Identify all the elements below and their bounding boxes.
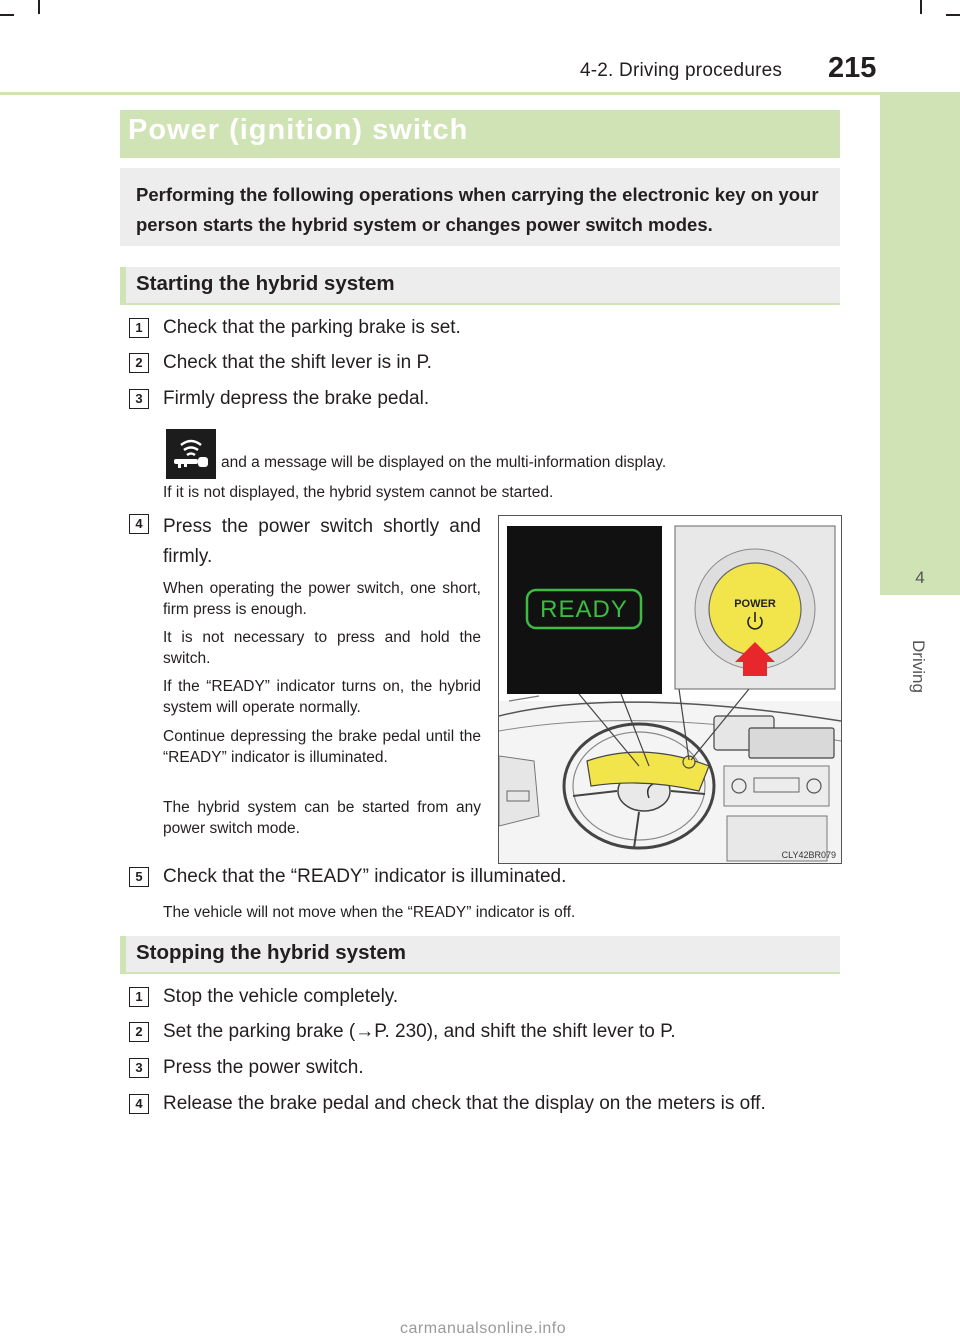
- step-number: 2: [129, 353, 149, 373]
- step-number: 1: [129, 987, 149, 1007]
- section-bar: [120, 267, 126, 305]
- section-heading-text: Stopping the hybrid system: [136, 941, 406, 964]
- step3-note-1: and a message will be displayed on the multi-information display.: [221, 454, 667, 471]
- key-wave-icon: [166, 429, 216, 479]
- watermark: carmanualsonline.info: [400, 1320, 567, 1337]
- chapter-name: [888, 600, 928, 693]
- start-step-4-text: Press the power switch shortly and firmly.: [163, 516, 481, 567]
- section-heading-starting: [120, 267, 840, 305]
- page-title-bar: [120, 110, 840, 158]
- running-header-section: 4-2. Driving procedures: [580, 60, 783, 81]
- step-number: 5: [129, 867, 149, 887]
- step-number: 4: [129, 514, 149, 534]
- start-step-4: [163, 512, 481, 572]
- intro-box: [120, 168, 840, 246]
- page-title: Power (ignition) switch: [128, 114, 469, 146]
- step-number: 2: [129, 1022, 149, 1042]
- crop-mark: [0, 14, 14, 16]
- crop-mark: [38, 0, 40, 14]
- chapter-name-text: Driving: [909, 640, 928, 693]
- step4-note-4: Continue depressing the brake pedal until the “READY” indicator is illuminated.: [163, 728, 481, 766]
- diagram-code: CLY42BR079: [781, 850, 836, 860]
- start-step-3: Firmly depress the brake pedal.: [163, 388, 430, 409]
- section-heading-text: Starting the hybrid system: [136, 272, 395, 295]
- start-step-1: Check that the parking brake is set.: [163, 317, 461, 338]
- crop-mark: [946, 14, 960, 16]
- step4-note-5: The hybrid system can be started from any power switch mode.: [163, 799, 481, 837]
- step-number: 3: [129, 389, 149, 409]
- header-rule: [0, 92, 960, 95]
- chapter-number: 4: [915, 568, 925, 587]
- section-heading-stopping: [120, 936, 840, 974]
- step5-note: The vehicle will not move when the “READY” indicator is off.: [163, 904, 576, 921]
- crop-mark: [920, 0, 922, 14]
- step4-note-3: If the “READY” indicator turns on, the hybrid system will operate normally.: [163, 678, 481, 716]
- step-number: 4: [129, 1094, 149, 1114]
- section-bar: [120, 936, 126, 974]
- stop-step-2: Set the parking brake (→P. 230), and shift the shift lever to P.: [163, 1021, 676, 1042]
- step4-note-1: When operating the power switch, one short, firm press is enough.: [163, 580, 481, 618]
- chapter-tab: [880, 95, 960, 595]
- step-number: 1: [129, 318, 149, 338]
- step4-note-2: It is not necessary to press and hold the switch.: [163, 629, 481, 667]
- power-button-label: POWER: [734, 598, 776, 610]
- dashboard-illustration: [499, 516, 841, 863]
- stop-step-4: Release the brake pedal and check that the display on the meters is off.: [163, 1093, 766, 1114]
- key-indicator-icon: [166, 429, 216, 479]
- step3-note-2: If it is not displayed, the hybrid system cannot be started.: [163, 484, 554, 501]
- page-number: 215: [828, 52, 877, 84]
- start-step-2: Check that the shift lever is in P.: [163, 352, 432, 373]
- step-number: 3: [129, 1058, 149, 1078]
- start-step-5: Check that the “READY” indicator is illuminated.: [163, 866, 567, 887]
- stop-step-3: Press the power switch.: [163, 1057, 364, 1078]
- stop-step-1: Stop the vehicle completely.: [163, 986, 399, 1007]
- ready-indicator-label: READY: [540, 596, 628, 623]
- intro-text: Performing the following operations when carrying the electronic key on your person starts the hybrid system or changes power switch modes.: [136, 184, 819, 235]
- power-switch-diagram: [498, 515, 842, 864]
